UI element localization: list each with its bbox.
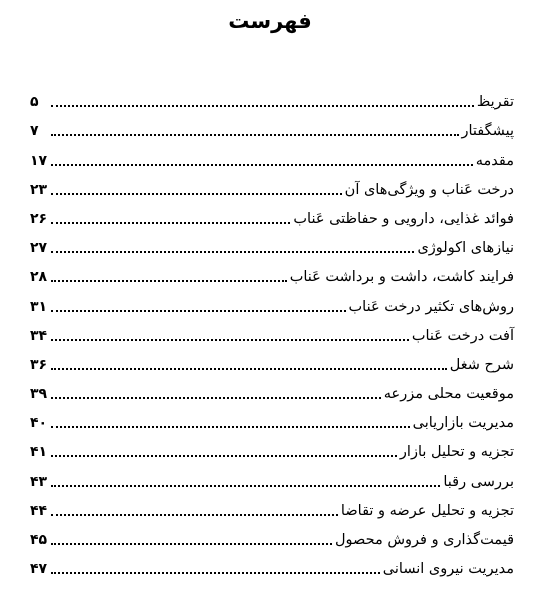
toc-entry-page-number: ۳۴ — [30, 327, 48, 344]
dot-leader — [51, 105, 474, 107]
dot-leader — [51, 251, 414, 253]
dot-leader — [51, 368, 447, 370]
toc-entry-page-number: ۳۱ — [30, 298, 48, 315]
toc-entry-title: شرح شغل — [449, 356, 514, 373]
dot-leader — [51, 193, 342, 195]
toc-entry-title: تجزیه و تحلیل عرضه و تقاضا — [340, 502, 514, 519]
toc-entry-page-number: ۴۴ — [30, 502, 48, 519]
toc-entry-title: درخت عَناب و ویژگی‌های آن — [344, 181, 514, 198]
toc-entry-page-number: ۴۳ — [30, 473, 48, 490]
toc-entry[interactable] — [30, 492, 514, 521]
dot-leader — [51, 164, 473, 166]
toc-entry-title: نیازهای اکولوژی — [417, 240, 514, 257]
toc-entry[interactable] — [30, 521, 514, 550]
toc-entry[interactable] — [30, 346, 514, 375]
toc-entry-page-number: ۴۷ — [30, 561, 48, 578]
toc-entry[interactable] — [30, 375, 514, 404]
toc-entry-page-number: ۳۹ — [30, 386, 48, 403]
toc-entry-title: قیمت‌گذاری و فروش محصول — [334, 532, 514, 548]
toc-entry-page-number: ۷ — [30, 123, 39, 140]
toc-entry[interactable] — [30, 171, 514, 200]
dot-leader — [51, 543, 332, 545]
toc-entry-title: مدیریت بازاریابی — [412, 415, 514, 432]
toc-entry-title: تجزیه و تحلیل بازار — [399, 444, 514, 461]
dot-leader — [51, 514, 338, 516]
dot-leader — [51, 455, 397, 457]
toc-entry-page-number: ۵ — [30, 94, 39, 111]
toc-entry[interactable] — [30, 258, 514, 287]
toc-entry-page-number: ۴۱ — [30, 444, 48, 461]
toc-entry-title: آفت درخت عَناب — [411, 327, 514, 344]
toc-entry-page-number: ۴۵ — [30, 532, 48, 548]
toc-entry-page-number: ۳۶ — [30, 356, 48, 373]
toc-entry-page-number: ۲۳ — [30, 181, 48, 198]
toc-entry[interactable] — [30, 141, 514, 170]
dot-leader — [51, 134, 459, 136]
toc-entry[interactable] — [30, 83, 514, 112]
toc-entry-page-number: ۲۸ — [30, 269, 48, 286]
dot-leader — [51, 426, 410, 428]
toc-entry-page-number: ۲۷ — [30, 240, 48, 257]
toc-entry-page-number: ۲۶ — [30, 210, 48, 227]
toc-entry-title: تقریظ — [476, 94, 514, 111]
toc-entry-title: مقدمه — [475, 152, 514, 169]
toc-entry[interactable] — [30, 462, 514, 491]
toc-entry-title: پیشگفتار — [461, 123, 514, 140]
toc-entry-page-number: ۱۷ — [30, 152, 48, 169]
toc-entry[interactable] — [30, 317, 514, 346]
toc-entry-title: موقعیت محلی مزرعه — [383, 386, 514, 403]
toc-entry[interactable] — [30, 229, 514, 258]
dot-leader — [51, 280, 287, 282]
dot-leader — [51, 397, 381, 399]
toc-entry[interactable] — [30, 112, 514, 141]
toc-entry-title: مدیریت نیروی انسانی — [382, 561, 514, 578]
toc-entry[interactable] — [30, 200, 514, 229]
page-title: فهرست — [228, 9, 312, 33]
toc-entry-title: فرایند کاشت، داشت و برداشت عَناب — [289, 269, 514, 286]
toc-entry[interactable] — [30, 550, 514, 579]
toc-entry[interactable] — [30, 287, 514, 316]
dot-leader — [51, 572, 380, 574]
table-of-contents — [30, 83, 514, 579]
dot-leader — [51, 339, 409, 341]
dot-leader — [51, 222, 290, 224]
toc-entry[interactable] — [30, 404, 514, 433]
dot-leader — [51, 310, 346, 312]
toc-entry-page-number: ۴۰ — [30, 415, 48, 432]
toc-entry-title: فوائد غذایی، دارویی و حفاظتی عَناب — [293, 210, 514, 227]
dot-leader — [51, 485, 440, 487]
toc-entry-title: بررسی رقبا — [443, 473, 514, 490]
toc-entry[interactable] — [30, 433, 514, 462]
toc-entry-title: روش‌های تکثیر درخت عَناب — [348, 298, 514, 315]
